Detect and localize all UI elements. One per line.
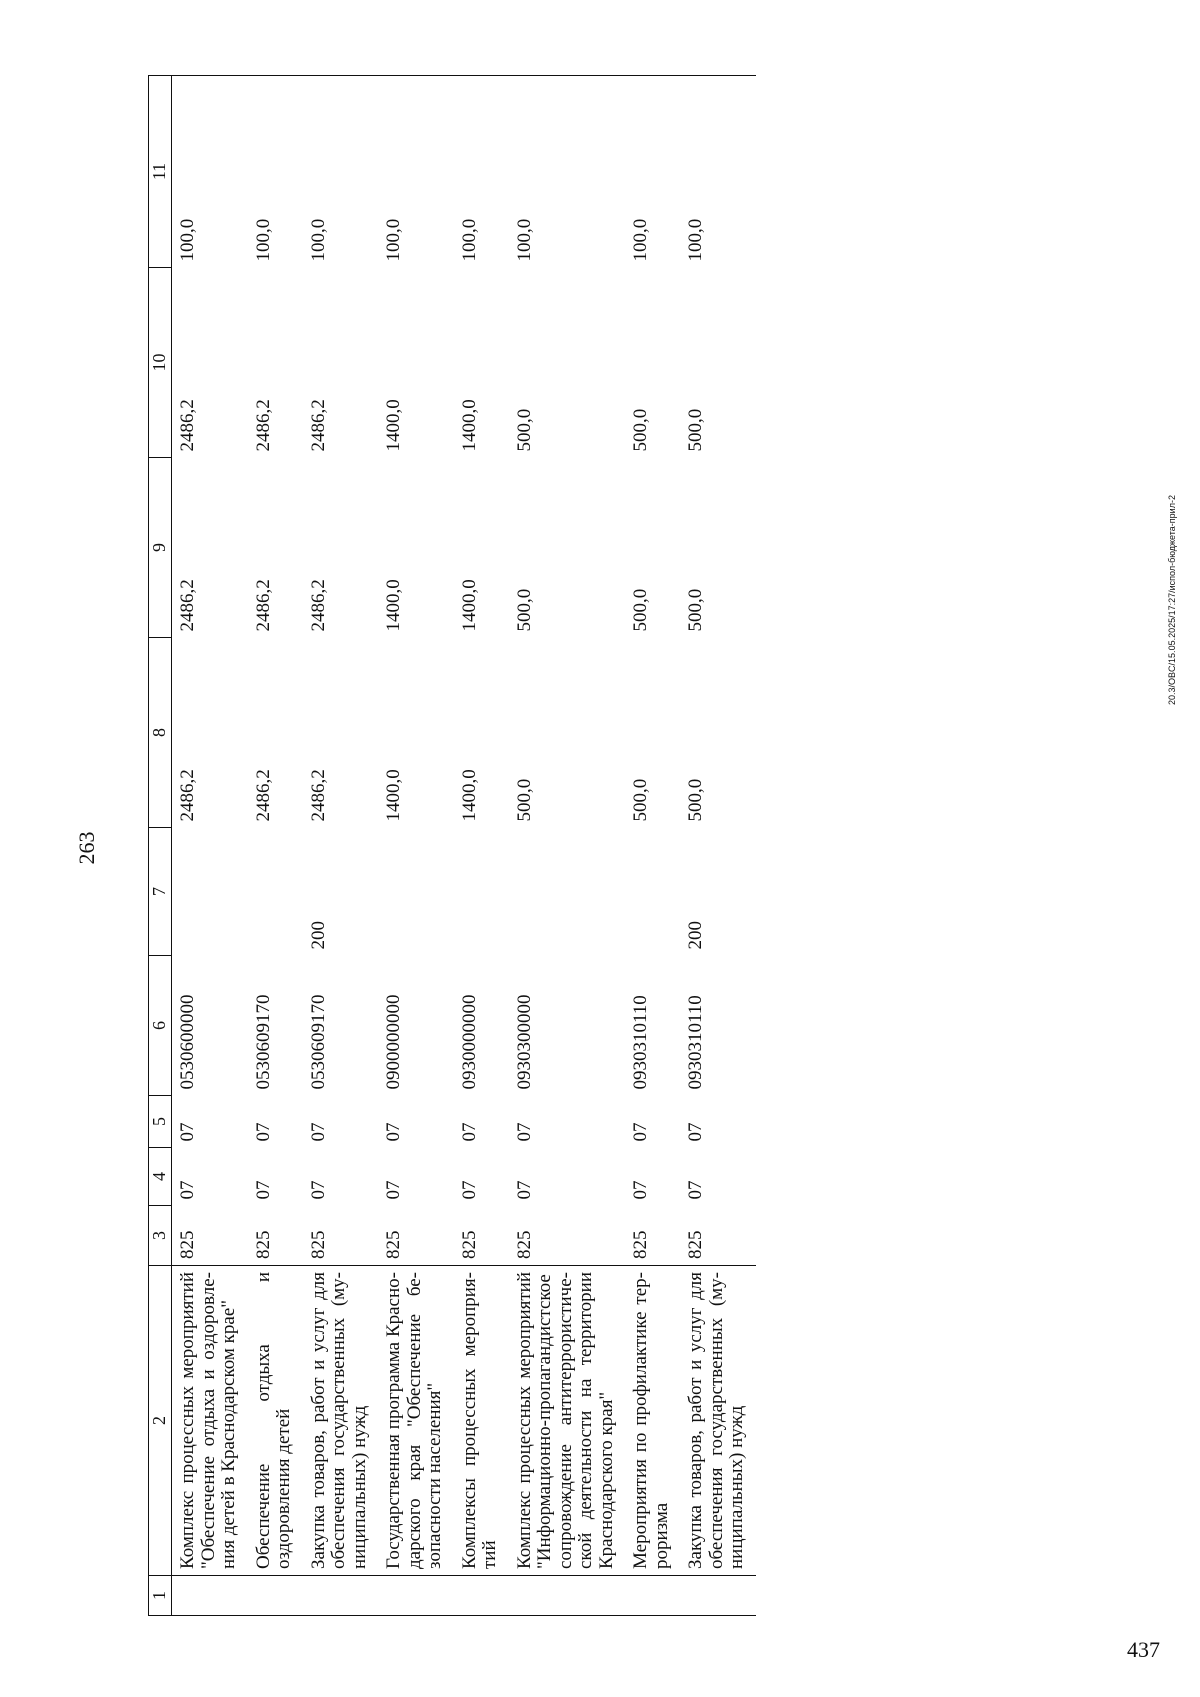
cell-col3: 825 <box>630 1230 652 1259</box>
col-header-8: 8 <box>149 638 172 828</box>
cell-col3: 825 <box>307 1230 329 1259</box>
cell-col6: 0530609170 <box>252 994 274 1090</box>
cell-col8: 2486,2 <box>252 769 274 822</box>
cell-col8: 2486,2 <box>177 769 198 822</box>
cell-col10: 500,0 <box>630 408 652 452</box>
cell-col11: 100,0 <box>680 76 756 268</box>
cell-col10: 500,0 <box>513 408 535 452</box>
table-row <box>509 76 626 1616</box>
table-row <box>303 76 379 1616</box>
budget-table <box>148 75 756 1616</box>
table-row <box>454 76 509 1616</box>
col-header-9: 9 <box>149 458 172 638</box>
cell-col7 <box>454 828 509 956</box>
cell-col11: 100,0 <box>454 76 509 268</box>
cell-col10: 2486,2 <box>177 399 198 452</box>
cell-col5: 07 <box>252 1122 274 1142</box>
cell-col8: 500,0 <box>630 778 652 822</box>
table-row <box>172 76 248 1616</box>
cell-col9: 2486,2 <box>252 579 274 632</box>
rotated-table-frame <box>148 76 952 1616</box>
cell-col5: 07 <box>307 1122 329 1142</box>
cell-col7: 200 <box>307 921 329 950</box>
cell-col6: 0930310110 <box>630 995 652 1090</box>
cell-name: Государственная программа Красно-дарского края "Обеспечение бе-зопасности населения" <box>378 1266 454 1576</box>
col-header-2: 2 <box>149 1266 172 1576</box>
table-container <box>148 76 952 1616</box>
cell-col9: 2486,2 <box>177 579 198 632</box>
cell-col11: 100,0 <box>378 76 454 268</box>
cell-col9: 1400,0 <box>458 579 480 632</box>
cell-col7: 200 <box>685 921 707 950</box>
cell-col1 <box>303 1576 379 1616</box>
cell-name: Комплекс процессных мероприятий "Обеспечение отдыха и оздоровле-ния детей в Краснодарском крае" <box>172 1266 248 1576</box>
cell-col5: 07 <box>685 1122 707 1142</box>
cell-col3: 825 <box>513 1230 535 1259</box>
cell-col4: 07 <box>630 1180 652 1200</box>
cell-col4: 07 <box>458 1180 480 1200</box>
cell-col6: 0930310110 <box>685 995 707 1090</box>
cell-col9: 500,0 <box>513 588 535 632</box>
table-row <box>378 76 454 1616</box>
col-header-11: 11 <box>149 76 172 268</box>
cell-col6: 0530600000 <box>177 994 198 1090</box>
cell-col6: 0930300000 <box>513 994 535 1090</box>
cell-col4: 07 <box>685 1180 707 1200</box>
cell-col7 <box>509 828 626 956</box>
cell-col1 <box>454 1576 509 1616</box>
table-row <box>248 76 303 1616</box>
cell-col7 <box>248 828 303 956</box>
cell-name: Обеспечение отдыха и оздоровления детей <box>248 1266 303 1576</box>
cell-col10: 2486,2 <box>307 399 329 452</box>
cell-col10: 1400,0 <box>458 399 480 452</box>
cell-col3: 825 <box>685 1230 707 1259</box>
cell-col1 <box>509 1576 626 1616</box>
cell-col1 <box>680 1576 756 1616</box>
cell-col1 <box>625 1576 680 1616</box>
cell-col4: 07 <box>177 1180 198 1200</box>
cell-name: Комплексы процессных мероприя-тий <box>454 1266 509 1576</box>
cell-col6: 0930000000 <box>458 994 480 1090</box>
cell-col5: 07 <box>630 1122 652 1142</box>
col-header-7: 7 <box>149 828 172 956</box>
cell-name: Мероприятия по профилактике тер-роризма <box>625 1266 680 1576</box>
cell-col1 <box>378 1576 454 1616</box>
table-row <box>680 76 756 1616</box>
cell-col4: 07 <box>383 1180 405 1200</box>
cell-col4: 07 <box>307 1180 329 1200</box>
cell-col9: 500,0 <box>630 588 652 632</box>
cell-col9: 1400,0 <box>383 579 405 632</box>
cell-col7 <box>172 828 248 956</box>
page-number-top: 263 <box>74 831 99 865</box>
cell-col3: 825 <box>177 1230 198 1259</box>
cell-col8: 500,0 <box>685 778 707 822</box>
cell-name: Закупка товаров, работ и услуг для обеспечения государственных (му-ниципальных) нужд <box>303 1266 379 1576</box>
cell-col9: 500,0 <box>685 588 707 632</box>
cell-col11: 100,0 <box>303 76 379 268</box>
cell-col4: 07 <box>252 1180 274 1200</box>
cell-col1 <box>172 1576 248 1616</box>
cell-col11: 100,0 <box>625 76 680 268</box>
cell-col10: 500,0 <box>685 408 707 452</box>
cell-col1 <box>248 1576 303 1616</box>
cell-col8: 2486,2 <box>307 769 329 822</box>
cell-name: Комплекс процессных мероприятий "Информационно-пропагандистское сопровождение антитеррористиче-ской деятельности на территории Краснодарского края" <box>509 1266 626 1576</box>
cell-col8: 500,0 <box>513 778 535 822</box>
cell-col3: 825 <box>458 1230 480 1259</box>
cell-col10: 1400,0 <box>383 399 405 452</box>
col-header-1: 1 <box>149 1576 172 1616</box>
cell-col11: 100,0 <box>172 76 248 268</box>
cell-col3: 825 <box>383 1230 405 1259</box>
cell-col6: 0900000000 <box>383 994 405 1090</box>
cell-col5: 07 <box>458 1122 480 1142</box>
cell-col3: 825 <box>252 1230 274 1259</box>
header-row <box>149 76 172 1616</box>
col-header-5: 5 <box>149 1096 172 1148</box>
col-header-10: 10 <box>149 268 172 458</box>
cell-col4: 07 <box>513 1180 535 1200</box>
col-header-4: 4 <box>149 1148 172 1206</box>
cell-col7 <box>625 828 680 956</box>
cell-col7 <box>378 828 454 956</box>
cell-col10: 2486,2 <box>252 399 274 452</box>
cell-col5: 07 <box>383 1122 405 1142</box>
cell-col8: 1400,0 <box>383 769 405 822</box>
cell-col6: 0530609170 <box>307 994 329 1090</box>
footer-path: 20.3/OBC/15.05.2025/17:27/испол-бюджета-прил-2 <box>1167 495 1177 705</box>
table-row <box>625 76 680 1616</box>
cell-col11: 100,0 <box>509 76 626 268</box>
cell-name: Закупка товаров, работ и услуг для обеспечения государственных (му-ниципальных) нужд <box>680 1266 756 1576</box>
col-header-6: 6 <box>149 956 172 1096</box>
cell-col5: 07 <box>513 1122 535 1142</box>
cell-col9: 2486,2 <box>307 579 329 632</box>
cell-col11: 100,0 <box>248 76 303 268</box>
page-number-bottom: 437 <box>1127 1637 1160 1662</box>
cell-col8: 1400,0 <box>458 769 480 822</box>
cell-col5: 07 <box>177 1122 198 1142</box>
col-header-3: 3 <box>149 1206 172 1266</box>
